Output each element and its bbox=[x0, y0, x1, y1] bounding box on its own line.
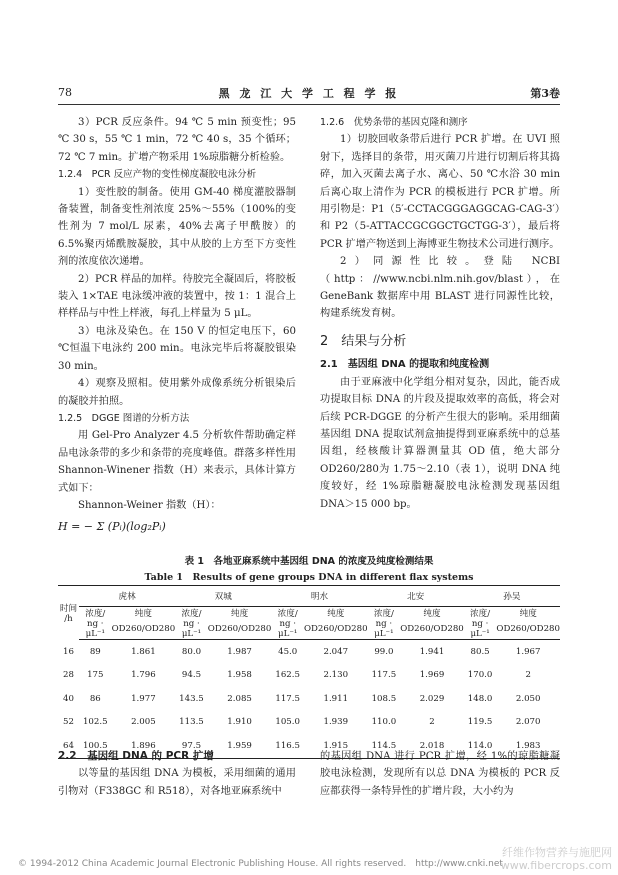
journal-title: 黑 龙 江 大 学 工 程 学 报 bbox=[218, 87, 400, 100]
formula-text: H = − Σ (Pᵢ)(log₂Pᵢ) bbox=[58, 520, 166, 534]
table-cell: 114.0 bbox=[464, 734, 497, 758]
purity-subheader: 纯度 bbox=[423, 609, 441, 619]
table-cell: 110.0 bbox=[371, 717, 397, 728]
section-heading-1-2-6: 1.2.6 优势条带的基因克隆和测序 bbox=[320, 117, 468, 128]
table-cell: 162.5 bbox=[275, 670, 300, 681]
time-cell: 64 bbox=[58, 734, 79, 758]
table-cell: 89 bbox=[89, 646, 101, 657]
group-header: 虎林 bbox=[79, 586, 175, 607]
purity-unit: OD260/OD280 bbox=[208, 619, 272, 640]
table-caption-en: Table 1 Results of gene groups DNA in different flax systems bbox=[144, 572, 474, 583]
dna-results-table bbox=[58, 585, 560, 759]
table-cell: 94.5 bbox=[181, 670, 202, 681]
section-heading-2: 2 结果与分析 bbox=[320, 333, 407, 349]
concentration-unit: ng · μL⁻¹ bbox=[464, 619, 497, 640]
concentration-unit: ng · μL⁻¹ bbox=[368, 619, 401, 640]
section-heading-2-1: 2.1 基因组 DNA 的提取和纯度检测 bbox=[320, 359, 490, 371]
purity-unit: OD260/OD280 bbox=[112, 619, 176, 640]
group-header: 孙吴 bbox=[464, 586, 560, 607]
paragraph: 3）电泳及染色。在 150 V 的恒定电压下，60 ℃恒温下电泳约 200 min。电泳完毕后将凝胶银染 30 min。 bbox=[58, 325, 296, 372]
table-cell: 1.941 bbox=[419, 646, 445, 657]
concentration-subheader: 浓度/ bbox=[181, 609, 202, 619]
table-cell: 2.018 bbox=[400, 734, 464, 758]
table-cell: 2 bbox=[525, 670, 531, 681]
table-cell: 2.085 bbox=[227, 693, 252, 704]
table-cell: 148.0 bbox=[467, 693, 493, 704]
paragraph: 1）切胶回收条带后进行 PCR 扩增。在 UVI 照射下，选择目的条带，用灭菌刀片进行切割后将其捣碎，加入灭菌去离子水、离心、50 ℃水浴 30 min 后离心取上清作为 PCR 的模板进行 PCR 扩增。所用引物是：P1（5′-CCTACGGGAGGCAG-CAG-3′）和 P2（5-ATTACCGCGGCTGCTGG-3′），最后将 PCR 扩增产物送到上海博亚生物技术公司进行测序。 bbox=[320, 134, 560, 250]
concentration-subheader: 浓度/ bbox=[277, 609, 298, 619]
table-cell: 1.967 bbox=[515, 646, 541, 657]
table-cell: 2.029 bbox=[419, 693, 445, 704]
purity-unit: OD260/OD280 bbox=[304, 619, 368, 640]
watermark: 纤维作物营养与施肥网 www.fibercrops.com bbox=[500, 846, 612, 872]
table-cell: 117.5 bbox=[275, 693, 300, 704]
paragraph: 4）观察及照相。使用紫外成像系统分析银染后的凝胶并拍照。 bbox=[58, 378, 296, 407]
page-number: 78 bbox=[58, 86, 72, 99]
table-cell: 113.5 bbox=[179, 717, 204, 728]
table-cell: 1.969 bbox=[419, 670, 445, 681]
table-cell: 105.0 bbox=[275, 717, 300, 728]
concentration-unit: ng · μL⁻¹ bbox=[79, 619, 112, 640]
table-cell: 2.005 bbox=[131, 717, 156, 728]
time-cell: 28 bbox=[63, 670, 74, 681]
table-cell: 1.915 bbox=[304, 734, 368, 758]
table-cell: 86 bbox=[89, 693, 101, 704]
concentration-subheader: 浓度/ bbox=[470, 609, 491, 619]
concentration-subheader: 浓度/ bbox=[373, 609, 394, 619]
table-cell: 102.5 bbox=[82, 717, 108, 728]
table-cell: 114.5 bbox=[368, 734, 401, 758]
section-heading-1-2-5: 1.2.5 DGGE 图谱的分析方法 bbox=[58, 412, 190, 424]
table-cell: 143.5 bbox=[179, 693, 204, 704]
table-cell: 1.796 bbox=[131, 670, 156, 681]
time-cell: 40 bbox=[63, 693, 74, 704]
table-cell: 1.987 bbox=[227, 646, 252, 657]
table-cell: 1.939 bbox=[323, 717, 349, 728]
purity-unit: OD260/OD280 bbox=[400, 619, 464, 640]
table-cell: 1.911 bbox=[323, 693, 349, 704]
table-row bbox=[58, 664, 560, 688]
left-column bbox=[58, 114, 296, 540]
table-cell: 2 bbox=[429, 717, 435, 728]
table-cell: 99.0 bbox=[374, 646, 394, 657]
section-heading-2-2: 2.2 基因组 DNA 的 PCR 扩增 bbox=[58, 750, 214, 762]
table-cell: 1.896 bbox=[112, 734, 176, 758]
paragraph: 的基因组 DNA 进行 PCR 扩增，经 1%的琼脂糖凝胶电泳检测，发现所有以总 DNA 为模板的 PCR 反应都获得一条特异性的扩增片段，大小约为 bbox=[320, 751, 560, 797]
table-cell: 117.5 bbox=[371, 670, 397, 681]
table-row bbox=[58, 711, 560, 735]
time-cell: 52 bbox=[63, 717, 74, 728]
table-row bbox=[58, 640, 560, 664]
table-caption-cn: 表 1 各地亚麻系统中基因组 DNA 的浓度及纯度检测结果 bbox=[184, 556, 434, 567]
time-cell: 16 bbox=[63, 646, 74, 657]
paragraph: 2）同源性比较。登陆 NCBI（http：//www.ncbi.nlm.nih.gov/blast），在 GeneBank 数据库中用 BLAST 进行同源性比较，构建系统发育树。 bbox=[320, 256, 560, 320]
table-row bbox=[58, 687, 560, 711]
table-cell: 100.5 bbox=[79, 734, 112, 758]
table-cell: 1.910 bbox=[227, 717, 252, 728]
paragraph: 1）变性胶的制备。使用 GM-40 梯度灌胶器制备装置，制备变性剂浓度 25%～55%（100%的变性剂为 7 mol/L 尿素，40%去离子甲酰胺）的 6.5%聚丙烯酰胺凝胶，其中从胶的上方至下方变性剂的浓度依次递增。 bbox=[58, 186, 296, 268]
volume-label: 第3卷 bbox=[530, 87, 560, 100]
table-cell: 1.861 bbox=[131, 646, 156, 657]
table-cell: 45.0 bbox=[278, 646, 298, 657]
table-cell: 2.050 bbox=[515, 693, 541, 704]
section-heading-1-2-4: 1.2.4 PCR 反应产物的变性梯度凝胶电泳分析 bbox=[58, 169, 257, 181]
table-cell: 1.958 bbox=[227, 670, 252, 681]
table-cell: 2.130 bbox=[323, 670, 349, 681]
table-cell: 2.070 bbox=[515, 717, 541, 728]
time-header: 时间 /h bbox=[58, 586, 79, 640]
paragraph: 用 Gel-Pro Analyzer 4.5 分析软件帮助确定样品电泳条带的多少和条带的亮度峰值。群落多样性用 Shannon-Winener 指数（H）来表示，具体计算方式如下： bbox=[58, 430, 296, 494]
table-cell: 1.977 bbox=[131, 693, 156, 704]
purity-subheader: 纯度 bbox=[327, 609, 345, 619]
purity-unit: OD260/OD280 bbox=[496, 619, 560, 640]
shannon-formula bbox=[58, 518, 296, 535]
table-cell: 175 bbox=[87, 670, 104, 681]
table-cell: 1.959 bbox=[208, 734, 272, 758]
purity-subheader: 纯度 bbox=[134, 609, 152, 619]
copyright-footer: © 1994-2012 China Academic Journal Electronic Publishing House. All rights reserved. http://www.cnki.net bbox=[18, 859, 503, 869]
group-header: 明水 bbox=[271, 586, 367, 607]
paragraph: Shannon-Weiner 指数（H）： bbox=[78, 499, 221, 511]
table-cell: 119.5 bbox=[467, 717, 493, 728]
bottom-right-column bbox=[320, 748, 560, 800]
table-cell: 170.0 bbox=[467, 670, 493, 681]
paragraph: 由于亚麻液中化学组分相对复杂，因此，能否成功提取目标 DNA 的片段及提取效率的高低，将会对后续 PCR-DGGE 的分析产生很大的影响。采用细菌基因组 DNA 提取试剂盒抽提得到亚麻系统中的总基因组，经核酸计算器测量其 OD 值，绝大部分 OD260/280为 1.75～2.10（表 1），说明 DNA 纯度较好，经 1%琼脂糖凝胶电泳检测发现基因组 DNA＞15 000 bp。 bbox=[320, 376, 560, 510]
table-cell: 116.5 bbox=[271, 734, 304, 758]
concentration-unit: ng · μL⁻¹ bbox=[175, 619, 208, 640]
concentration-unit: ng · μL⁻¹ bbox=[271, 619, 304, 640]
concentration-subheader: 浓度/ bbox=[85, 609, 106, 619]
table-cell: 1.983 bbox=[496, 734, 560, 758]
right-column bbox=[320, 114, 560, 513]
table-cell: 80.5 bbox=[470, 646, 490, 657]
table-cell: 2.047 bbox=[323, 646, 349, 657]
table-cell: 97.5 bbox=[175, 734, 208, 758]
bottom-left-column bbox=[58, 748, 296, 800]
group-header: 双城 bbox=[175, 586, 271, 607]
group-header: 北安 bbox=[368, 586, 464, 607]
table-cell: 108.5 bbox=[371, 693, 397, 704]
paragraph: 2）PCR 样品的加样。待胶完全凝固后，将胶板装入 1×TAE 电泳缓冲液的装置中，按 1：1 混合上样样品与中性上样液，每孔上样量为 5 μL。 bbox=[58, 273, 296, 320]
paragraph: 以等量的基因组 DNA 为模板，采用细菌的通用引物对（F338GC 和 R518），对各地亚麻系统中 bbox=[58, 768, 296, 797]
table-cell: 80.0 bbox=[181, 646, 202, 657]
purity-subheader: 纯度 bbox=[230, 609, 249, 619]
header-rule bbox=[58, 104, 560, 105]
paragraph: 3）PCR 反应条件。94 ℃ 5 min 预变性；95 ℃ 30 s，55 ℃ 1 min，72 ℃ 40 s，35 个循环；72 ℃ 7 min。扩增产物采用 1%琼脂糖分析检验。 bbox=[58, 117, 296, 163]
purity-subheader: 纯度 bbox=[519, 609, 537, 619]
